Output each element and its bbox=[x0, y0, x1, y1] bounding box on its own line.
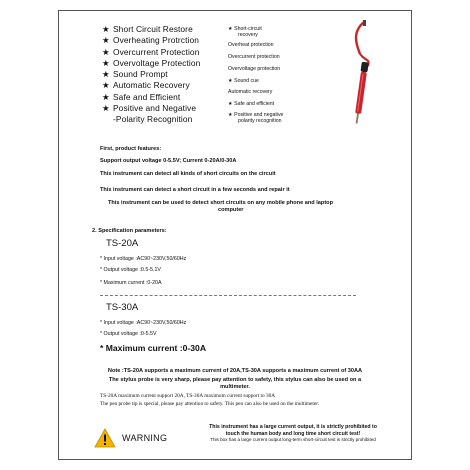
ts30-input: * Input voltage :AC90~230V,50/60Hz bbox=[100, 320, 187, 326]
feature-list bbox=[102, 24, 200, 126]
product-line: computer bbox=[218, 207, 244, 213]
product-line: This instrument can detect all kinds of short circuits on the circuit bbox=[100, 171, 276, 177]
product-heading: First, product features: bbox=[100, 146, 162, 152]
star-icon: ★ bbox=[102, 103, 110, 114]
probe-cable bbox=[356, 22, 364, 54]
small-feature-item: Overcurrent protection bbox=[228, 53, 280, 60]
star-icon: ★ bbox=[228, 100, 233, 107]
star-icon: ★ bbox=[102, 24, 110, 34]
warning-label: WARNING bbox=[122, 433, 168, 443]
model-ts20: TS-20A bbox=[106, 238, 139, 249]
product-line: This instrument can be used to detect short circuits on any mobile phone and laptop bbox=[108, 200, 334, 206]
warning-text: This instrument has a large current output, it is strictly prohibited to touch the human body and long time short circuit test! This box has a large current output long-term short-circuit test is strictly prohibited bbox=[209, 424, 377, 443]
star-icon: ★ bbox=[102, 91, 110, 102]
probe-plug bbox=[363, 20, 366, 26]
spec-heading: 2. Specification parameters: bbox=[92, 228, 167, 234]
small-feature-list: ★ Short-circuit recovery Overheat protection Overcurrent protection Overvoltage protection ★ Sound cue Automatic recovery ★ Safe and efficient ★ Positive and negative polarity recognition bbox=[228, 26, 284, 125]
small-note: TS-20A maximum current support 20A, TS-30A maximum current support to 30A bbox=[100, 393, 276, 399]
feature-item: ★ Positive and Negative bbox=[102, 103, 197, 114]
star-icon: ★ bbox=[102, 80, 110, 91]
star-icon: ★ bbox=[102, 35, 110, 46]
ts20-max: * Maximum current :0-20A bbox=[100, 280, 162, 286]
small-feature-item: ★ Short-circuit bbox=[228, 26, 262, 32]
small-feature-item: Automatic recovery bbox=[228, 89, 273, 96]
model-ts30: TS-30A bbox=[106, 302, 139, 313]
ts20-input: * Input voltage :AC90~230V,50/60Hz bbox=[100, 256, 187, 262]
note-line: multimeter. bbox=[220, 384, 250, 390]
product-line: Support output voltage 0-5.5V; Current 0-20A/0-30A bbox=[100, 158, 237, 164]
small-feature-item: Overheat protection bbox=[228, 41, 274, 48]
ts30-output: * Output voltage :0-5.5V bbox=[100, 331, 157, 337]
feature-item: ★ Overheating Protrction bbox=[102, 35, 199, 46]
small-feature-item: ★ Positive and negative bbox=[228, 111, 284, 118]
star-icon: ★ bbox=[102, 46, 110, 57]
small-feature-item: Overvoltage protection bbox=[228, 66, 281, 72]
feature-item: ★ Safe and Efficient bbox=[102, 91, 181, 102]
feature-item: ★ Automatic Recovery bbox=[102, 80, 190, 91]
star-icon: ★ bbox=[228, 111, 233, 118]
probe-body bbox=[353, 62, 369, 124]
product-line: This instrument can detect a short circuit in a few seconds and repair it bbox=[100, 187, 290, 193]
feature-item: ★ Sound Prompt bbox=[102, 69, 168, 80]
star-icon: ★ bbox=[228, 26, 233, 32]
star-icon: ★ bbox=[102, 69, 110, 80]
small-note: The pen probe tip is special, please pay attention to safety. This pen can also be used on the multimeter. bbox=[100, 401, 320, 407]
feature-item: -Polarity Recognition bbox=[113, 114, 193, 125]
feature-item: ★ Overvoltage Protection bbox=[102, 57, 201, 68]
feature-item: ★ Short Circuit Restore bbox=[102, 24, 193, 34]
small-feature-item: ★ Sound cue bbox=[228, 78, 259, 85]
ts20-output: * Output voltage :0.5-5.1V bbox=[100, 267, 161, 273]
warning-icon bbox=[94, 428, 116, 448]
note-line: The stylus probe is very sharp, please pay attention to safety, this stylus can also be used on a bbox=[108, 377, 362, 383]
feature-item: ★ Overcurrent Protection bbox=[102, 46, 200, 57]
small-feature-item: ★ Safe and efficient bbox=[228, 100, 275, 107]
divider bbox=[100, 295, 356, 296]
star-icon: ★ bbox=[228, 78, 233, 85]
ts30-max: * Maximum current :0-30A bbox=[100, 343, 207, 353]
star-icon: ★ bbox=[102, 57, 110, 68]
note-line: Note :TS-20A supports a maximum current of 20A,TS-30A supports a maximum current of 30AA bbox=[107, 368, 363, 374]
test-probe-image bbox=[330, 18, 390, 128]
